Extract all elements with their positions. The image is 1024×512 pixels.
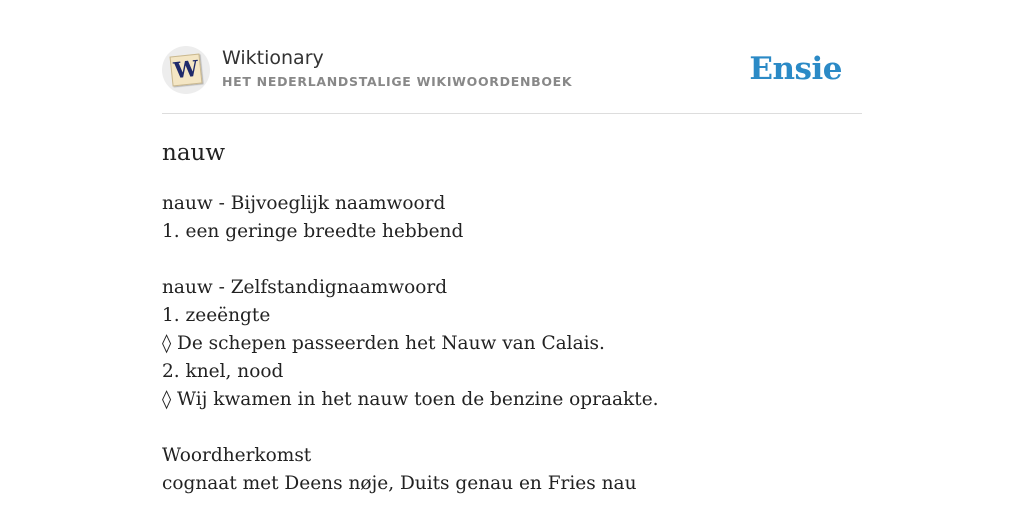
section-gap	[162, 414, 862, 442]
section-gap	[162, 246, 862, 274]
wiktionary-logo-icon: W	[170, 54, 203, 87]
wiktionary-logo[interactable]	[162, 46, 210, 94]
etymology-heading: Woordherkomst	[162, 445, 312, 466]
definition-line: 2. knel, nood	[162, 361, 284, 382]
example-line: ◊ Wij kwamen in het nauw toen de benzine opraakte.	[162, 389, 659, 410]
section-etymology	[162, 442, 862, 498]
definition-heading: nauw - Zelfstandignaamwoord	[162, 277, 448, 298]
etymology-text: cognaat met Deens nøje, Duits genau en Fries nau	[162, 473, 637, 494]
site-header	[162, 46, 862, 114]
section-adjective	[162, 190, 862, 246]
definition-line: 1. zeeëngte	[162, 305, 271, 326]
definition-line: 1. een geringe breedte hebbend	[162, 221, 464, 242]
site-title[interactable]: Wiktionary	[222, 47, 324, 69]
entry-content	[162, 190, 862, 498]
ensie-brand-link[interactable]: Ensie	[749, 51, 842, 87]
entry-title: nauw	[162, 140, 226, 166]
section-noun	[162, 274, 862, 414]
page	[162, 0, 862, 498]
example-line: ◊ De schepen passeerden het Nauw van Calais.	[162, 333, 605, 354]
site-subtitle: HET NEDERLANDSTALIGE WIKIWOORDENBOEK	[222, 74, 573, 89]
definition-heading: nauw - Bijvoeglijk naamwoord	[162, 193, 446, 214]
